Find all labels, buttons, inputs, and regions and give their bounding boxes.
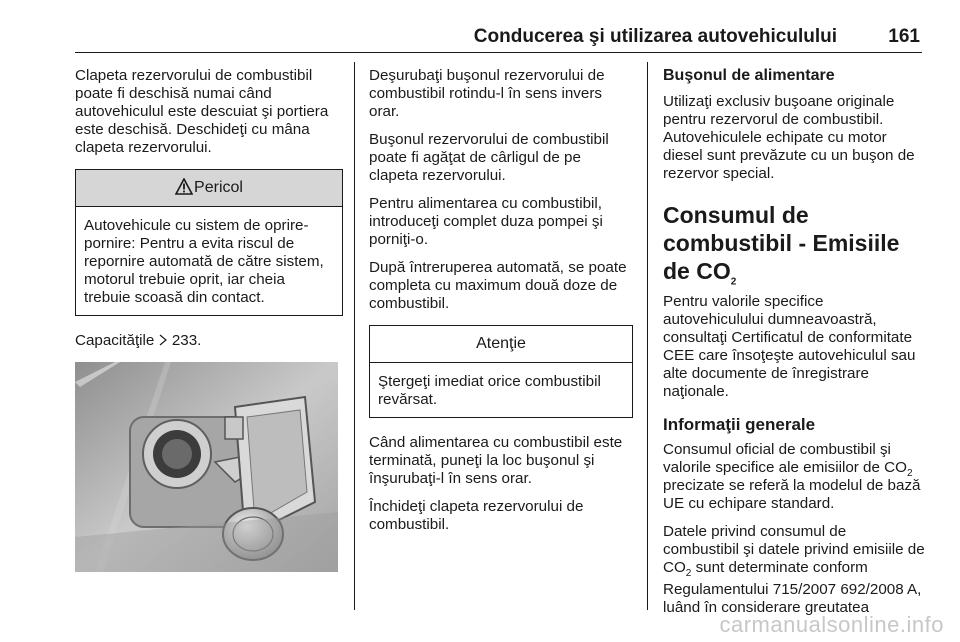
consumption-heading: Consumul de combustibil - Emisiile de $CO_2$: [663, 202, 900, 288]
consumption-paragraph: Pentru valorile specifice autovehiculului dumneavoastră, consultaţi Certificatul de conformitate CEE care însoţeşte autovehiculul sau alte documente de înregistrare naţionale.: [663, 293, 916, 400]
capacity-paragraph: [75, 332, 343, 350]
danger-box-title: Pericol: [194, 179, 243, 196]
general-info-heading: Informaţii generale: [663, 415, 816, 434]
regulation-paragraph: Regulamentului 715/2007 692/2008 A, luând în considerare greutatea: [663, 581, 922, 616]
attention-box: [369, 325, 633, 418]
header-title: Conducerea şi utilizarea autovehiculului: [473, 26, 837, 47]
warning-triangle-icon: [175, 173, 193, 209]
column-2: [369, 67, 633, 544]
page-number: 161: [888, 26, 920, 47]
danger-box-body: Autovehicule cu sistem de oprire-pornire: Pentru a evita riscul de repornire automată de către sistem, motorul trebuie oprit, iar cheia trebuie scoasă din contact.: [84, 217, 324, 306]
general-info-paragraph: Consumul oficial de combustibil şi valorile specifice ale emisiilor de $CO_2$ precizate se referă la modelul de bază UE cu echipare standard.: [663, 441, 921, 512]
unscrew-paragraph: Deşurubaţi buşonul rezervorului de combustibil rotindu-l în sens invers orar.: [369, 67, 605, 120]
replace-cap-paragraph: Când alimentarea cu combustibil este terminată, puneţi la loc buşonul şi înşurubaţi-l în sens orar.: [369, 434, 623, 487]
page-header: [75, 22, 922, 53]
column-1: [75, 67, 343, 572]
watermark: carmanualsonline.info: [719, 612, 944, 637]
capacity-text: Capacităţile: [75, 332, 155, 349]
page-reference-arrow-icon: [159, 332, 172, 349]
fuel-cap-heading: Buşonul de alimentare: [663, 67, 835, 84]
capacity-page-link[interactable]: 233.: [171, 332, 202, 349]
fuel-cap-paragraph: Utilizaţi exclusiv buşoane originale pentru rezervorul de combustibil. Autovehiculele echipate cu motor diesel sunt prevăzute cu un buşon de rezervor special.: [663, 93, 915, 182]
danger-box: [75, 169, 343, 316]
column-divider: [647, 62, 648, 610]
close-flap-paragraph: Închideţi clapeta rezervorului de combustibil.: [369, 498, 584, 533]
top-up-paragraph: După întreruperea automată, se poate completa cu maximum două doze de combustibil.: [369, 259, 627, 312]
danger-box-header: [76, 170, 342, 207]
hook-paragraph: Buşonul rezervorului de combustibil poate fi agăţat de cârligul de pe clapeta rezervorului.: [369, 131, 609, 184]
attention-box-body: Ştergeţi imediat orice combustibil revărsat.: [378, 373, 601, 408]
attention-box-title: Atenţie: [370, 326, 632, 363]
refuel-paragraph: Pentru alimentarea cu combustibil, introduceţi complet duza pompei şi porniţi-o.: [369, 195, 603, 248]
column-3: [663, 67, 925, 627]
fuel-filler-photo: [75, 362, 338, 572]
column-divider: [354, 62, 355, 610]
data-paragraph: Datele privind consumul de combustibil şi datele privind emisiile de $CO_2$ sunt determinate conform: [663, 523, 925, 580]
intro-paragraph: Clapeta rezervorului de combustibil poate fi deschisă numai când autovehiculul este descuiat şi portiera este deschisă. Deschideţi cu mâna clapeta rezervorului.: [75, 67, 329, 156]
